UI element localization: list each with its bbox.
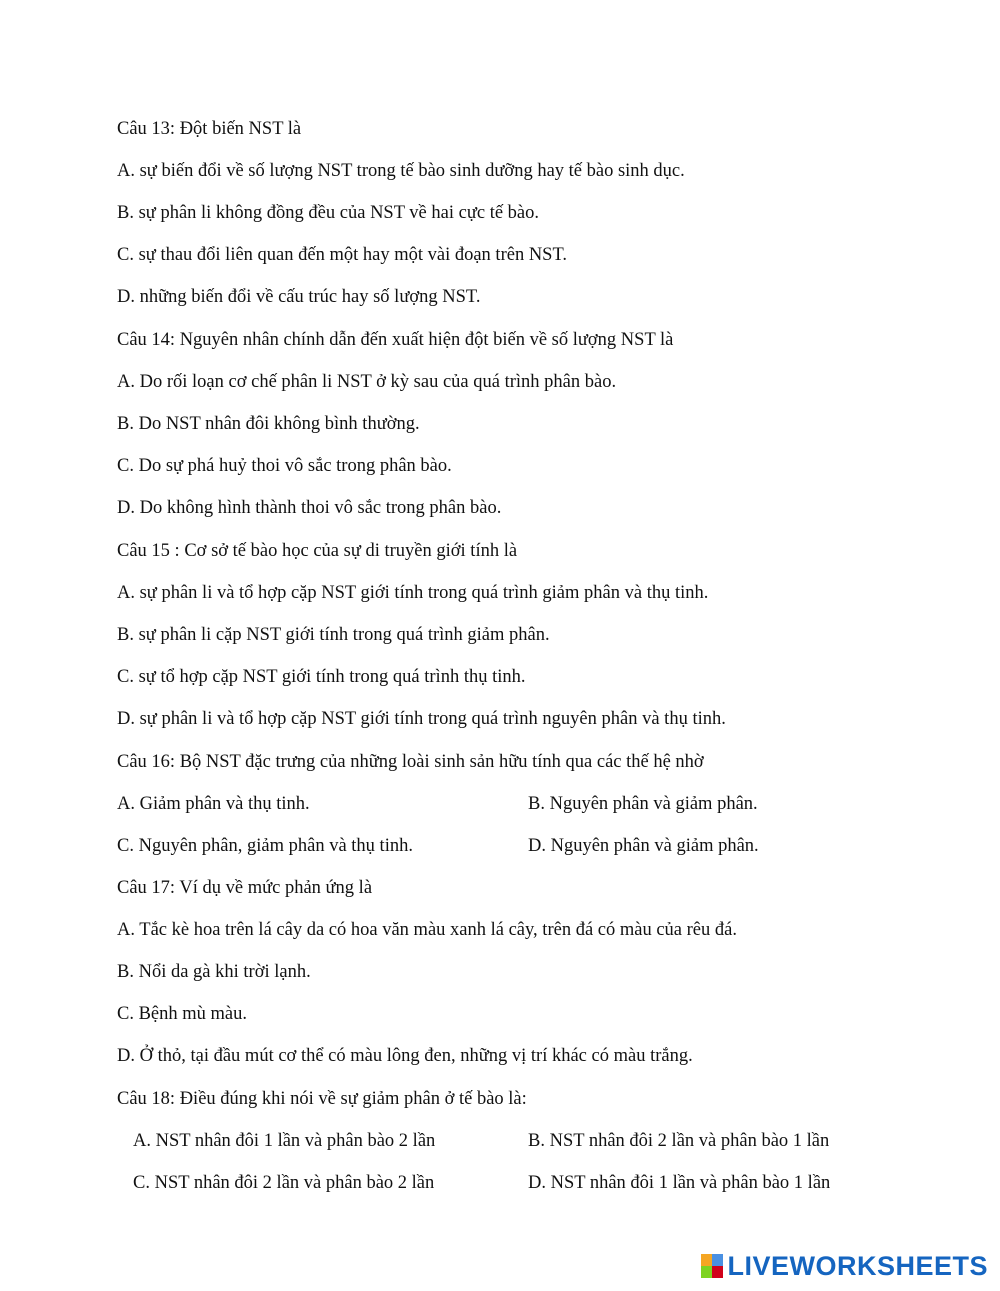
liveworksheets-logo xyxy=(701,1251,988,1281)
logo-wordmark: LIVEWORKSHEETS xyxy=(727,1251,988,1281)
q16-option-b: B. Nguyên phân và giảm phân. xyxy=(528,794,758,814)
q14-option-d: D. Do không hình thành thoi vô sắc trong phân bào. xyxy=(117,498,502,518)
question-13: Câu 13: Đột biến NST là xyxy=(117,119,302,139)
q18-option-c: C. NST nhân đôi 2 lần và phân bào 2 lần xyxy=(133,1173,435,1193)
q13-option-b: B. sự phân li không đồng đều của NST về hai cực tế bào. xyxy=(117,203,540,223)
q17-option-b: B. Nổi da gà khi trời lạnh. xyxy=(117,962,311,982)
q15-option-b: B. sự phân li cặp NST giới tính trong quá trình giảm phân. xyxy=(117,625,550,645)
q17-option-d: D. Ở thỏ, tại đầu mút cơ thể có màu lông đen, những vị trí khác có màu trắng. xyxy=(117,1046,693,1066)
q17-option-c: C. Bệnh mù màu. xyxy=(117,1004,248,1024)
q18-option-a: A. NST nhân đôi 1 lần và phân bào 2 lần xyxy=(133,1131,436,1151)
question-14: Câu 14: Nguyên nhân chính dẫn đến xuất hiện đột biến về số lượng NST là xyxy=(117,330,674,350)
q13-option-d: D. những biến đổi về cấu trúc hay số lượng NST. xyxy=(117,287,481,307)
q18-option-d: D. NST nhân đôi 1 lần và phân bào 1 lần xyxy=(528,1173,831,1193)
q14-option-a: A. Do rối loạn cơ chế phân li NST ở kỳ sau của quá trình phân bào. xyxy=(117,372,617,392)
q16-option-c: C. Nguyên phân, giảm phân và thụ tinh. xyxy=(117,836,413,856)
question-15: Câu 15 : Cơ sở tế bào học của sự di truyền giới tính là xyxy=(117,541,518,561)
q13-option-a: A. sự biến đổi về số lượng NST trong tế bào sinh dưỡng hay tế bào sinh dục. xyxy=(117,161,685,181)
q16-option-a: A. Giảm phân và thụ tinh. xyxy=(117,794,310,814)
q13-option-c: C. sự thau đổi liên quan đến một hay một vài đoạn trên NST. xyxy=(117,245,568,265)
q15-option-a: A. sự phân li và tổ hợp cặp NST giới tính trong quá trình giảm phân và thụ tinh. xyxy=(117,583,709,603)
q15-option-c: C. sự tổ hợp cặp NST giới tính trong quá trình thụ tinh. xyxy=(117,667,526,687)
liveworksheets-logo-icon xyxy=(701,1254,723,1278)
q18-option-b: B. NST nhân đôi 2 lần và phân bào 1 lần xyxy=(528,1131,830,1151)
q16-option-d: D. Nguyên phân và giảm phân. xyxy=(528,836,759,856)
question-18: Câu 18: Điều đúng khi nói về sự giảm phân ở tế bào là: xyxy=(117,1089,527,1109)
q15-option-d: D. sự phân li và tổ hợp cặp NST giới tính trong quá trình nguyên phân và thụ tinh. xyxy=(117,709,726,729)
q14-option-c: C. Do sự phá huỷ thoi vô sắc trong phân bào. xyxy=(117,456,452,476)
q17-option-a: A. Tắc kè hoa trên lá cây da có hoa văn màu xanh lá cây, trên đá có màu của rêu đá. xyxy=(117,920,737,940)
q14-option-b: B. Do NST nhân đôi không bình thường. xyxy=(117,414,420,434)
question-16: Câu 16: Bộ NST đặc trưng của những loài sinh sản hữu tính qua các thế hệ nhờ xyxy=(117,752,704,772)
question-17: Câu 17: Ví dụ về mức phản ứng là xyxy=(117,878,373,898)
